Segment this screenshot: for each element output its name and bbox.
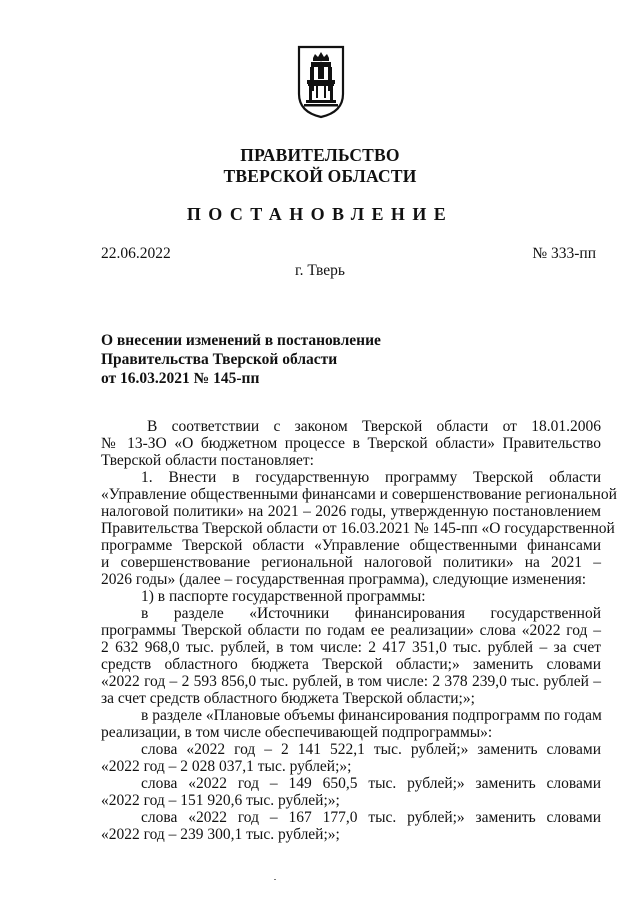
body-line: в разделе «Источники финансирования государственной [141, 605, 601, 622]
body-line: и совершенствование региональной налоговой политики» на 2021 – [101, 554, 601, 571]
body-line: «2022 год – 239 300,1 тыс. рублей;»; [101, 826, 340, 843]
body-line: за счет средств областного бюджета Тверской области;»; [101, 690, 475, 707]
body-line: «2022 год – 151 920,6 тыс. рублей;»; [101, 792, 340, 809]
body-line: налоговой политики» на 2021 – 2026 годы, утвержденную постановлением [101, 503, 601, 520]
subject-line: О внесении изменений в постановление [101, 332, 381, 349]
body-line: «2022 год – 2 593 856,0 тыс. рублей, в том числе: 2 378 239,0 тыс. рублей – [101, 673, 601, 690]
document-number: № 333-пп [532, 245, 596, 262]
body-line: 2 632 968,0 тыс. рублей, в том числе: 2 417 351,0 тыс. рублей – за счет [101, 639, 601, 656]
document-type-heading: ПОСТАНОВЛЕНИЕ [186, 204, 454, 224]
body-line: Правительства Тверской области от 16.03.2021 № 145-пп «О государственной [101, 520, 615, 537]
body-line: 1) в паспорте государственной программы: [141, 588, 426, 605]
body-line: реализации, в том числе обеспечивающей подпрограммы»: [101, 724, 493, 741]
scan-speck [274, 879, 276, 880]
document-date: 22.06.2022 [101, 245, 171, 262]
body-line: В соответствии с законом Тверской области от 18.01.2006 [147, 418, 601, 435]
body-line: 1. Внести в государственную программу Тверской области [141, 469, 601, 486]
document-city: г. Тверь [295, 262, 345, 279]
subject-line: Правительства Тверской области [101, 351, 338, 368]
government-name-line1: ПРАВИТЕЛЬСТВО [240, 145, 400, 165]
subject-line: от 16.03.2021 № 145-пп [101, 370, 260, 387]
body-line: «2022 год – 2 028 037,1 тыс. рублей;»; [101, 758, 352, 775]
body-line: слова «2022 год – 167 177,0 тыс. рублей;» заменить словами [141, 809, 601, 826]
document-subject [101, 331, 381, 388]
body-line: 2026 годы» (далее – государственная программа), следующие изменения: [101, 571, 587, 588]
government-name-line2: ТВЕРСКОЙ ОБЛАСТИ [223, 166, 417, 186]
body-line: Тверской области постановляет: [101, 452, 314, 469]
body-line: слова «2022 год – 149 650,5 тыс. рублей;» заменить словами [141, 775, 601, 792]
body-line: № 13-ЗО «О бюджетном процессе в Тверской области» Правительство [101, 435, 601, 452]
body-line: средств областного бюджета Тверской области;» заменить словами [101, 656, 601, 673]
body-line: программе Тверской области «Управление общественными финансами [101, 537, 601, 554]
body-line: в разделе «Плановые объемы финансирования подпрограмм по годам [141, 707, 602, 724]
tver-coat-of-arms-icon [296, 44, 346, 120]
body-line: «Управление общественными финансами и совершенствование региональной [101, 486, 617, 503]
body-line: программы Тверской области по годам ее реализации» слова «2022 год – [101, 622, 601, 639]
body-line: слова «2022 год – 2 141 522,1 тыс. рублей;» заменить словами [141, 741, 601, 758]
